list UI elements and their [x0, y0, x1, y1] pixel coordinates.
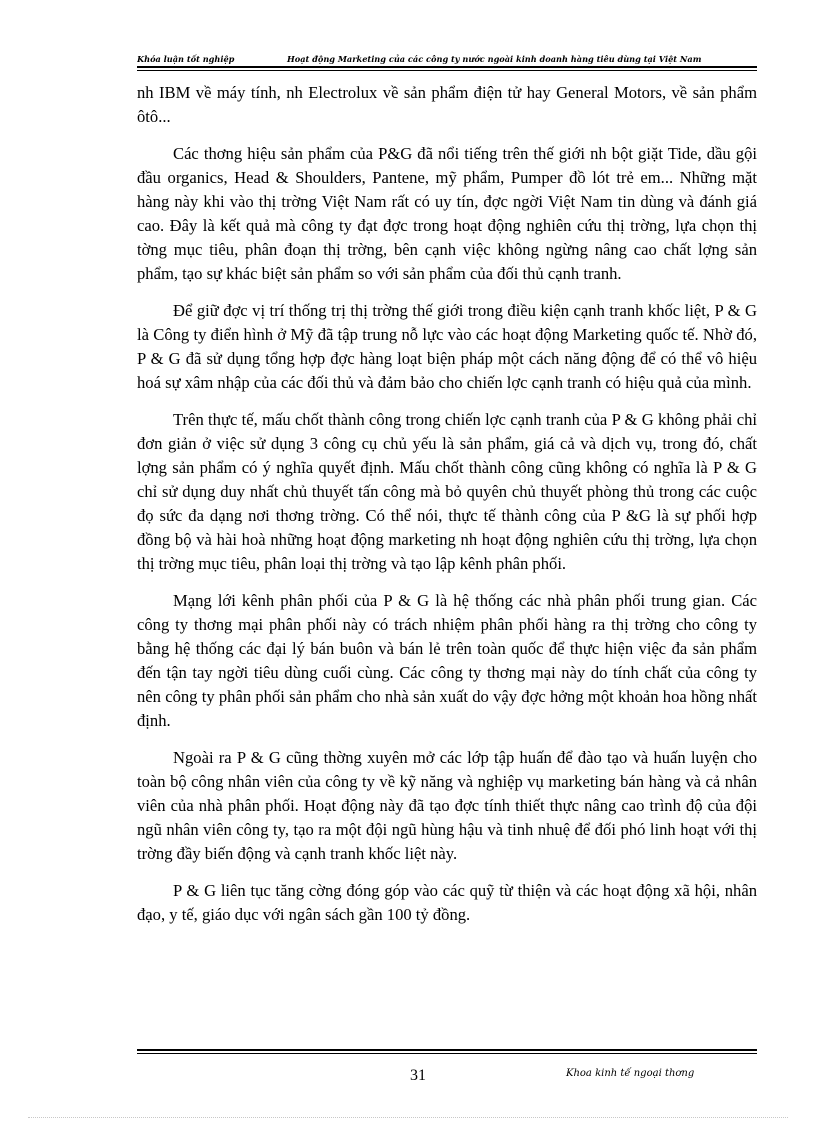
paragraph: P & G liên tục tăng cờng đóng góp vào các quỹ từ thiện và các hoạt động xã hội, nhân đạo, y tế, giáo dục với ngân sách gần 100 tỷ đồng.	[137, 881, 757, 924]
running-header	[137, 50, 757, 66]
paragraph: Ngoài ra P & G cũng thờng xuyên mở các lớp tập huấn để đào tạo và huấn luyện cho toàn bộ công nhân viên của công ty về kỹ năng và nghiệp vụ marketing bán hàng và cả nhân viên của nhà phân phối. Hoạt động này đã tạo đợc tính thiết thực nâng cao trình độ của đội ngũ nhân viên công ty, tạo ra một đội ngũ hùng hậu và tinh nhuệ để đối phó linh hoạt với thị trờng đầy biến động và cạnh tranh khốc liệt này.	[137, 748, 757, 863]
paragraph: Các thơng hiệu sản phẩm của P&G đã nổi tiếng trên thế giới nh bột giặt Tide, dầu gội đầu organics, Head & Shoulders, Pantene, mỹ phẩm, Pumper đồ lót trẻ em... Những mặt hàng này khi vào thị trờng Việt Nam rất có uy tín, đợc ngời Việt Nam tin dùng và đánh giá cao. Đây là kết quả mà công ty đạt đợc trong hoạt động nghiên cứu thị trờng, lựa chọn thị tờng mục tiêu, phân đoạn thị trờng, bên cạnh việc không ngừng nâng cao chất lợng sản phẩm, tạo sự khác biệt sản phẩm so với sản phẩm của đối thủ cạnh tranh.	[137, 144, 757, 283]
paragraph: Trên thực tế, mấu chốt thành công trong chiến lợc cạnh tranh của P & G không phải chỉ đơn giản ở việc sử dụng 3 công cụ chủ yếu là sản phẩm, giá cả và dịch vụ, trong đó, chất lợng sản phẩm có ý nghĩa quyết định. Mấu chốt thành công cũng không có nghĩa là P & G chỉ sử dụng duy nhất chủ thuyết tấn công mà bỏ quyên chủ thuyết phòng thủ trong các cuộc đọ sức đa dạng nơi thơng trờng. Có thể nói, thực tế thành công của P &G là sự phối hợp đồng bộ và hài hoà những hoạt động marketing nh hoạt động nghiên cứu thị trờng, lựa chọn thị trờng mục tiêu, phân loại thị trờng và tạo lập kênh phân phối.	[137, 410, 757, 573]
header-thesis-label: Khóa luận tốt nghiệp	[137, 54, 235, 64]
page-number: 31	[410, 1067, 426, 1084]
paragraph: Mạng lới kênh phân phối của P & G là hệ thống các nhà phân phối trung gian. Các công ty thơng mại phân phối này có trách nhiệm phân phối hàng ra thị trờng cho công ty bằng hệ thống các đại lý bán buôn và bán lẻ trên toàn quốc để thực hiện việc đa sản phẩm đến tận tay ngời tiêu dùng cuối cùng. Các công ty thơng mại này do tính chất của công ty nên công ty phân phối sản phẩm cho nhà sản xuất do vậy đợc hởng một khoản hoa hồng nhất định.	[137, 591, 757, 730]
paragraph-continued: nh IBM về máy tính, nh Electrolux về sản phẩm điện tử hay General Motors, về sản phẩm ôtô...	[137, 83, 757, 126]
paragraph: Để giữ đợc vị trí thống trị thị trờng thế giới trong điều kiện cạnh tranh khốc liệt, P & G là Công ty điển hình ở Mỹ đã tập trung nỗ lực vào các hoạt động Marketing quốc tế. Nhờ đó, P & G đã sử dụng tổng hợp đợc hàng loạt biện pháp một cách năng động để có thể vô hiệu hoá sự xâm nhập của các đối thủ và đảm bảo cho chiến lợc cạnh tranh có hiệu quả của mình.	[137, 301, 757, 392]
header-thesis-title: Hoạt động Marketing của các công ty nước ngoài kinh doanh hàng tiêu dùng tại Việt Nam	[287, 54, 702, 64]
header-rule	[137, 66, 757, 71]
footer-faculty: Khoa kinh tế ngoại thơng	[566, 1068, 695, 1079]
footer-rule	[137, 1049, 757, 1054]
body-text	[137, 81, 757, 940]
page-edge-divider	[28, 1117, 788, 1118]
